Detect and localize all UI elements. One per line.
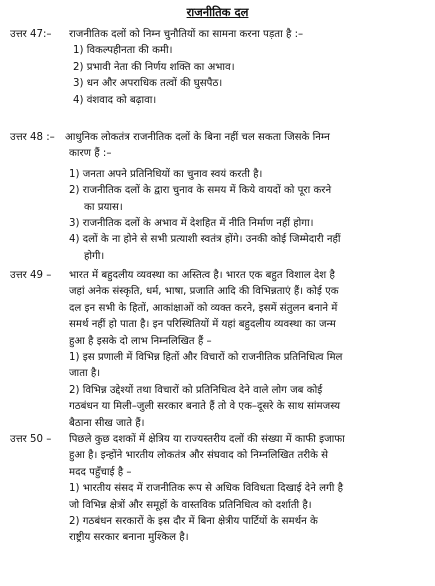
answer-label: उत्तर 47:– [10,29,52,40]
answer-line: दल इन सभी के हितों, आकांक्षाओं को व्यक्त करने, इसमें संतुलन बनाने में [69,302,338,314]
answer-body [69,268,342,432]
list-item: 4) वंशवाद को बढ़ावा। [73,94,157,106]
answer-body [69,432,345,547]
answer-line: हुआ है इसके दो लाभ निम्नलिखित हैं – [69,335,212,347]
answer-body [65,130,341,265]
list-item-continued: होगी। [84,250,105,262]
list-item: 1) विकल्पहीनता की कमी। [73,45,173,57]
answer-line: राजनीतिक दलों को निम्न चुनौतियों का सामना करना पड़ता है :– [69,29,304,40]
list-item-continued: बैठाना सीख जाते हैं। [69,417,145,429]
list-item: 1) इस प्रणाली में विभिन्न हितों और विचारों को राजनीतिक प्रतिनिधित्व मिल [69,352,343,364]
list-item-continued: गठबंधन या मिली–जुली सरकार बनाते हैं तो वे एक–दूसरे के साथ सांमजस्य [69,401,341,413]
list-item: 1) भारतीय संसद में राजनीतिक रूप से अधिक विविधता दिखाई देने लगी है [69,483,344,495]
list-item: 3) धन और अपराधिक तत्वों की घुसपैठ। [73,78,223,90]
list-item-continued: राष्ट्रीय सरकार बनाना मुश्किल है। [69,532,189,544]
list-item: 2) गठबंधन सरकारों के इस दौर में बिना क्षेत्रीय पार्टियों के समर्थन के [69,516,318,528]
list-item: 3) राजनीतिक दलों के अभाव में देशहित में नीति निर्माण नहीं होगा। [69,218,314,230]
answer-line: हुआ है। इन्होंने भारतीय लोकतंत्र और संघवाद को निम्नलिखित तरीके से [69,450,329,462]
answer-line: जहां अनेक संस्कृति, धर्म, भाषा, प्रजाति आदि की विभिन्नताएं हैं। कोई एक [69,286,339,298]
answer-line: पिछले कुछ दशकों में क्षेत्रिय या राज्यस्तरीय दलों की संख्या में काफी इजाफा [69,434,345,445]
list-item: 2) राजनीतिक दलों के द्वारा चुनाव के समय में किये वायदों को पूरा करने [69,185,332,197]
answer-label: उत्तर 48 :– [10,132,55,143]
answer-line: भारत में बहुदलीय व्यवस्था का अस्तित्व है। भारत एक बहुत विशाल देश है [69,270,335,281]
answer-label: उत्तर 50 – [10,434,52,445]
page-title: राजनीतिक दल [186,5,249,19]
answer-line: कारण हैं :– [69,148,112,160]
list-item-continued: जाता है। [69,368,101,380]
list-item: 2) प्रभावी नेता की निर्णय शक्ति का अभाव। [73,61,235,73]
list-item: 1) जनता अपने प्रतिनिधियों का चुनाव स्वयं करती है। [69,168,263,180]
answer-line: मदद पहुँचाई है – [69,466,132,478]
list-item-continued: जो विभिन्न क्षेत्रों और समूहों के वास्तविक प्रतिनिधित्व को दर्शाती है। [69,499,312,511]
answer-label: उत्तर 49 – [10,270,52,281]
answer-body [69,27,303,109]
answer-line: समर्थ नहीं हो पाता है। इन परिस्थितियों में यहां बहुदलीय व्यवस्था का जन्म [69,319,336,331]
list-item-continued: का प्रयास। [84,201,123,213]
list-item: 4) दलों के ना होने से सभी प्रत्याशी स्वतंत्र होंगे। उनकी कोई जिम्मेदारी नहीं [69,234,341,246]
list-item: 2) विभिन्न उद्देश्यों तथा विचारों को प्रतिनिधित्व देने वाले लोग जब कोई [69,384,323,396]
answer-line: आधुनिक लोकतंत्र राजनीतिक दलों के बिना नहीं चल सकता जिसके निम्न [65,132,330,143]
